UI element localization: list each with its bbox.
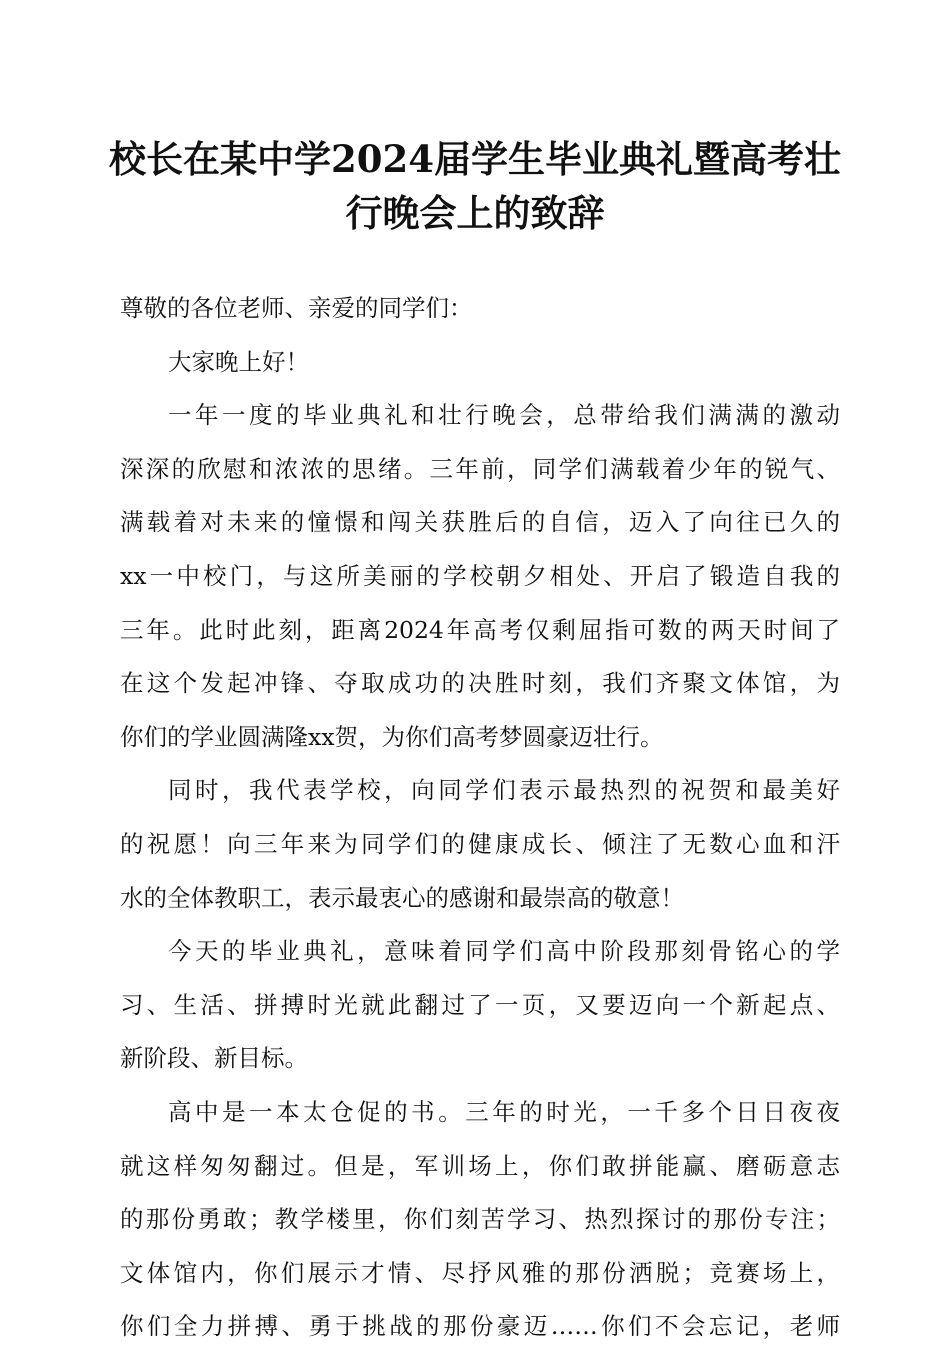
paragraph-line: 一年一度的毕业典礼和壮行晚会，总带给我们满满的激动 <box>168 401 840 430</box>
paragraph-line: 今天的毕业典礼，意味着同学们高中阶段那刻骨铭心的学 <box>168 937 840 966</box>
document-body <box>120 282 840 1354</box>
paragraph-line: 高中是一本太仓促的书。三年的时光，一千多个日日夜夜 <box>168 1097 840 1126</box>
paragraph-line: 三年。此时此刻，距离2024年高考仅剩屈指可数的两天时间了 <box>120 615 840 644</box>
paragraph-line: 满载着对未来的憧憬和闯关获胜后的自信，迈入了向往已久的 <box>120 508 840 537</box>
paragraph-line: 深深的欣慰和浓浓的思绪。三年前，同学们满载着少年的锐气、 <box>120 454 840 483</box>
document-title <box>100 132 850 240</box>
paragraph-line: 大家晚上好！ <box>168 347 309 376</box>
paragraph-line: 文体馆内，你们展示才情、尽抒风雅的那份洒脱；竞赛场上， <box>120 1258 840 1287</box>
paragraph-line: 习、生活、拼搏时光就此翻过了一页，又要迈向一个新起点、 <box>120 990 840 1019</box>
title-line-2: 行晚会上的致辞 <box>345 191 605 235</box>
paragraph-line: 新阶段、新目标。 <box>120 1044 308 1073</box>
paragraph-line: 在这个发起冲锋、夺取成功的决胜时刻，我们齐聚文体馆，为 <box>120 669 840 698</box>
paragraph-line: xx一中校门，与这所美丽的学校朝夕相处、开启了锻造自我的 <box>120 561 840 590</box>
paragraph-line: 的那份勇敢；教学楼里，你们刻苦学习、热烈探讨的那份专注； <box>120 1205 840 1234</box>
title-line-1: 校长在某中学2024届学生毕业典礼暨高考壮 <box>109 137 841 181</box>
paragraph-line: 的祝愿！向三年来为同学们的健康成长、倾注了无数心血和汗 <box>120 829 840 858</box>
paragraph-line: 你们全力拼搏、勇于挑战的那份豪迈……你们不会忘记，老师 <box>120 1312 840 1341</box>
paragraph-line: 同时，我代表学校，向同学们表示最热烈的祝贺和最美好 <box>168 776 840 805</box>
paragraph-line: 就这样匆匆翻过。但是，军训场上，你们敢拼能赢、磨砺意志 <box>120 1151 840 1180</box>
paragraph-line: 尊敬的各位老师、亲爱的同学们： <box>120 294 473 322</box>
paragraph-line: 水的全体教职工，表示最衷心的感谢和最崇高的敬意！ <box>120 883 684 912</box>
paragraph-line: 你们的学业圆满隆xx贺，为你们高考梦圆豪迈壮行。 <box>120 722 664 751</box>
